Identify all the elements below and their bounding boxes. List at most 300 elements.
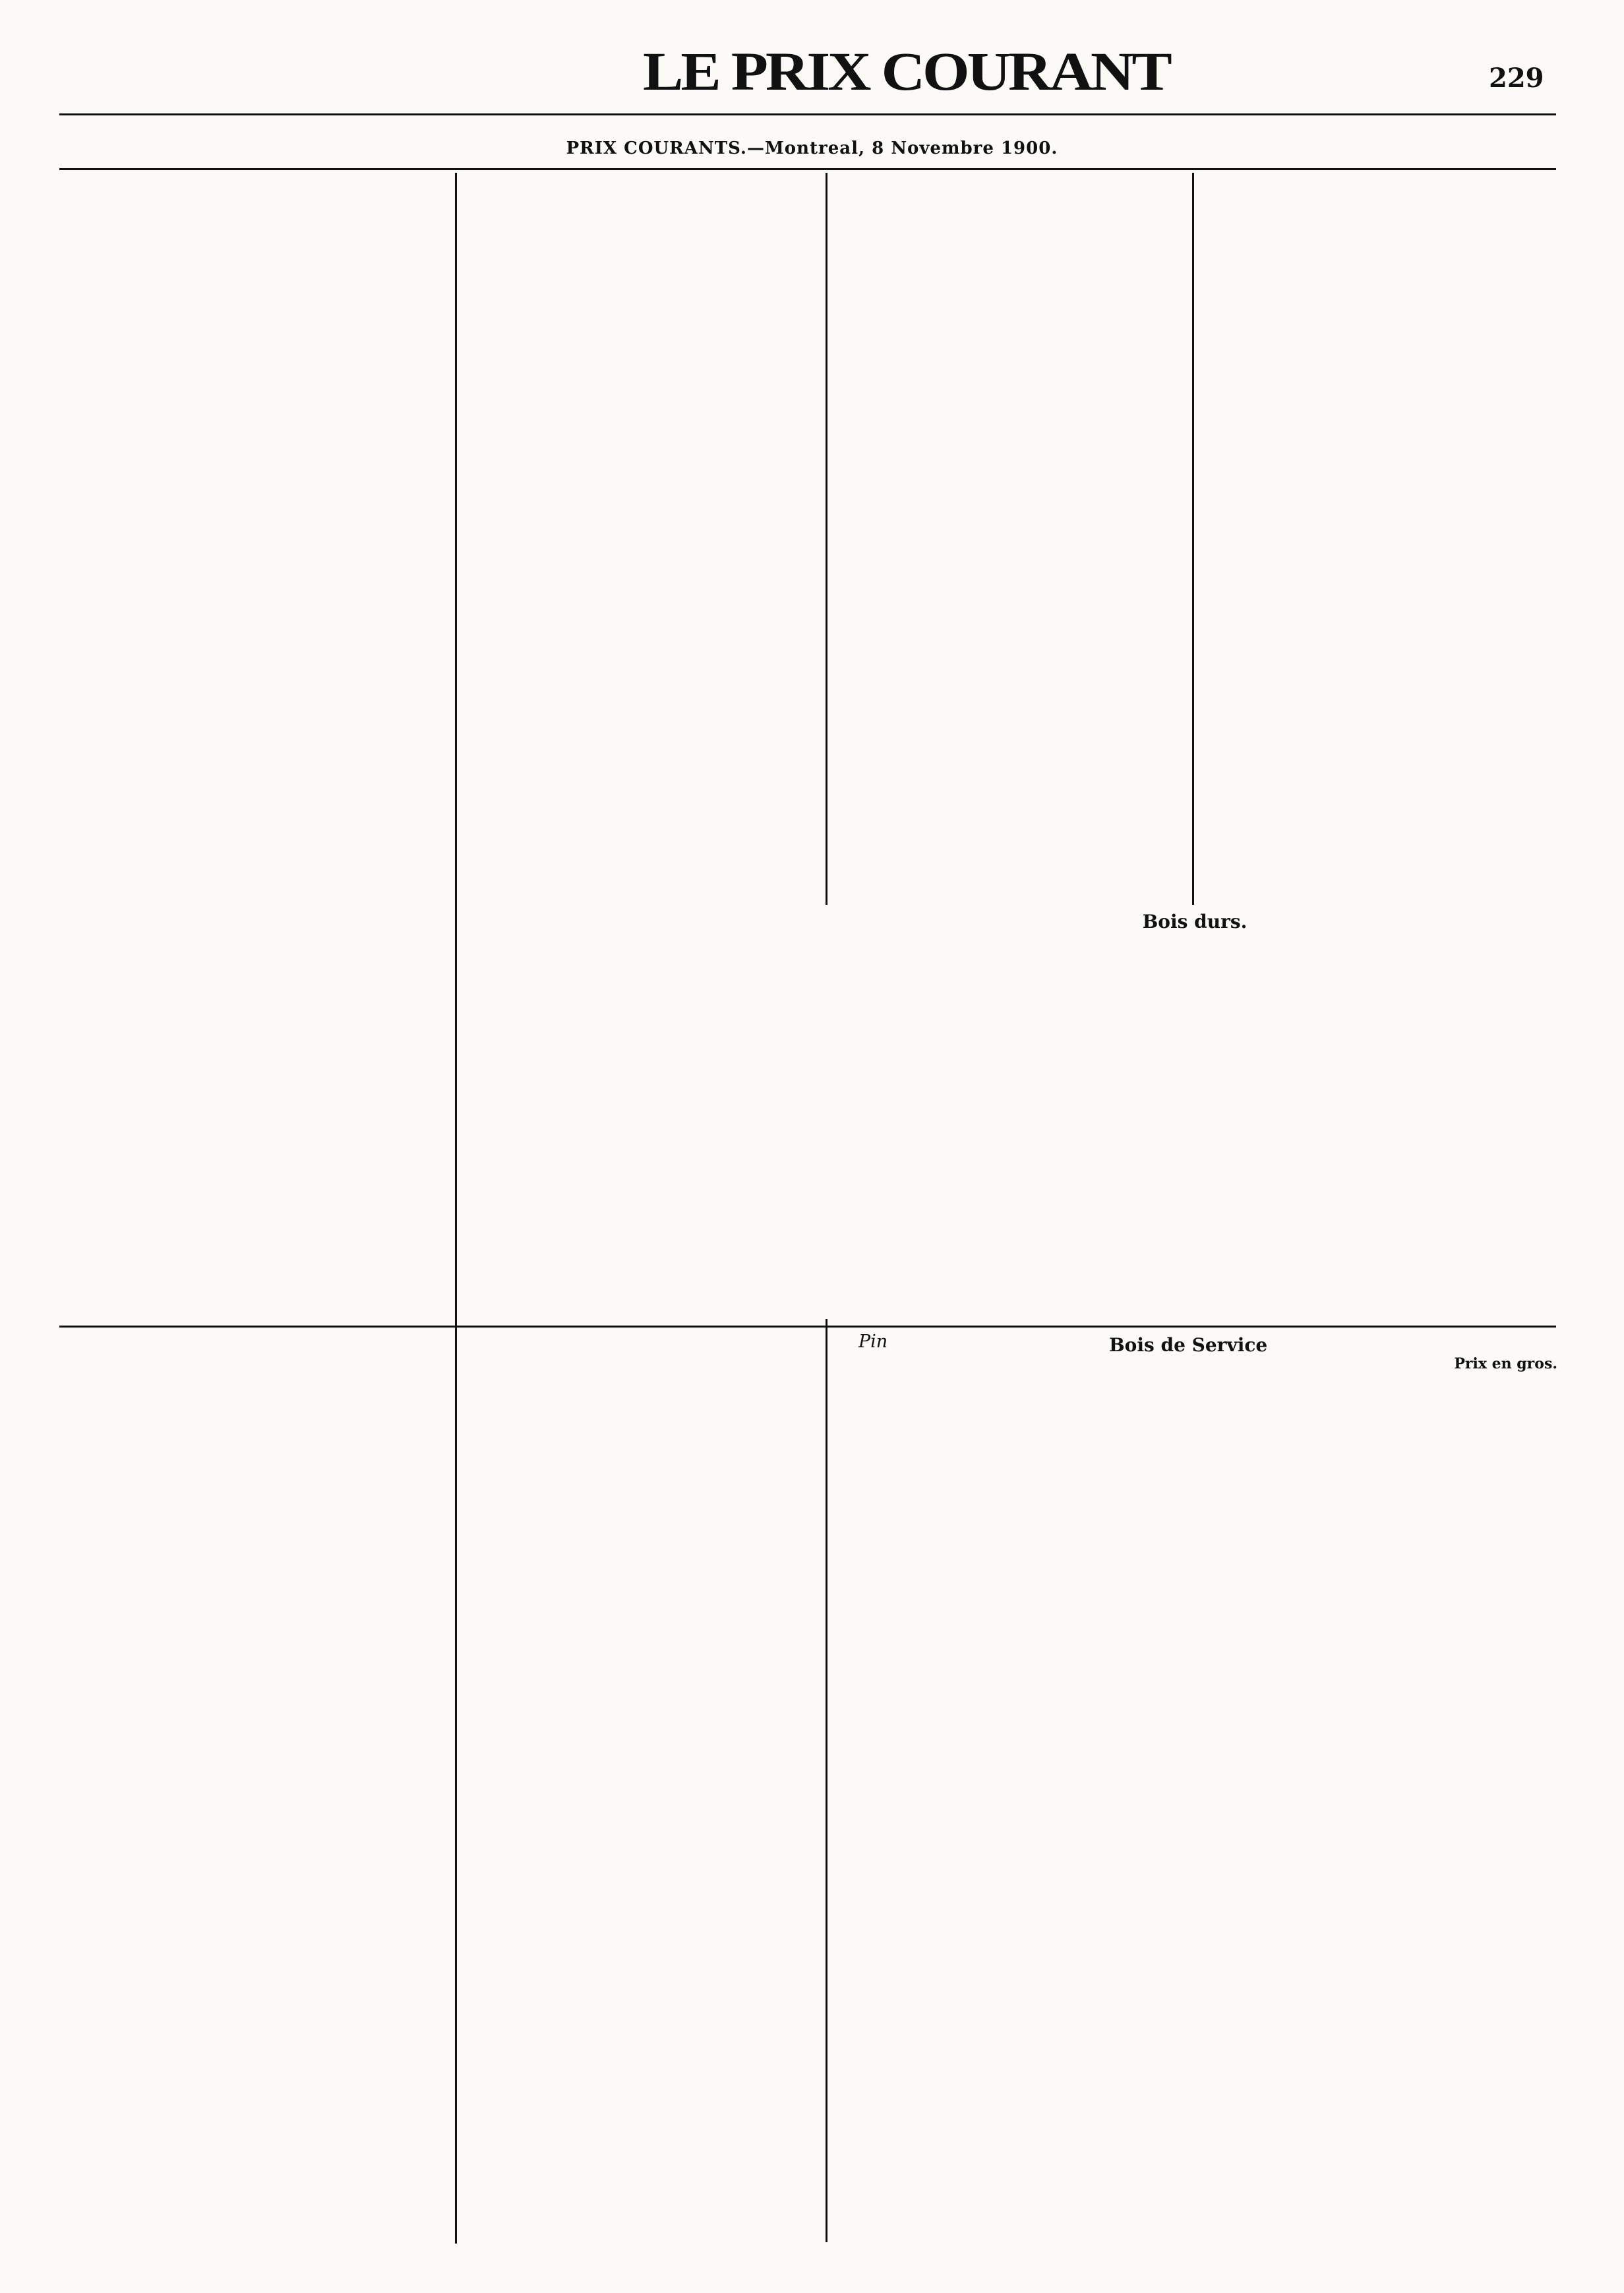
price-row: [61, 573, 443, 590]
category-heading: [832, 271, 1182, 295]
price-row: [61, 224, 443, 240]
price-row: [462, 706, 818, 722]
price-row: [61, 321, 443, 338]
price-row: [1199, 313, 1558, 330]
price-row: [61, 1699, 443, 1716]
price-row: [462, 1888, 818, 1905]
price-row: [832, 1421, 1557, 1437]
price-row: [832, 1127, 1557, 1144]
price-row: [462, 892, 818, 908]
price-row: [462, 363, 818, 379]
price-row: [61, 1077, 443, 1093]
price-row: [832, 601, 1182, 617]
price-row: [462, 632, 818, 648]
price-row: [61, 712, 443, 728]
price-row: [832, 1176, 1557, 1192]
price-row: [462, 493, 818, 509]
price-row: [61, 1319, 443, 1335]
price-row: [1199, 411, 1558, 427]
price-row: [832, 1679, 1557, 1696]
price-row: [61, 1060, 443, 1077]
price-row: [462, 615, 818, 632]
price-row: [832, 1014, 1557, 1030]
price-row: [61, 817, 443, 834]
price-row: [61, 191, 443, 208]
price-row: [61, 1287, 443, 1303]
price-row: [61, 1126, 443, 1142]
category-heading: [832, 489, 1182, 512]
price-row: [462, 1361, 818, 1377]
price-row: [832, 1095, 1557, 1111]
price-row: [462, 1920, 818, 1937]
price-row: [832, 1841, 1557, 1858]
page-number: 229: [1489, 63, 1544, 94]
category-heading: [832, 1567, 1557, 1591]
price-row: [462, 876, 818, 892]
price-row: [832, 1550, 1557, 1567]
price-row: [61, 2033, 443, 2049]
price-row: [61, 605, 443, 622]
price-row: [832, 965, 1557, 981]
price-row: [462, 1823, 818, 1840]
price-row: [61, 1530, 443, 1546]
price-row: [462, 1507, 818, 1523]
price-row: [832, 2034, 1557, 2051]
price-row: [462, 1807, 818, 1823]
price-row: [61, 1773, 443, 1789]
section-subheading: [61, 1740, 443, 1757]
price-row: [462, 1937, 818, 1953]
price-row: [832, 2100, 1557, 2116]
category-heading: [462, 852, 818, 876]
price-row: [462, 754, 818, 771]
price-row: [832, 1978, 1557, 1995]
price-row: [462, 1589, 818, 1605]
column-materiaux: [1199, 191, 1558, 841]
category-heading: [462, 1046, 818, 1070]
price-row: [61, 1384, 443, 1400]
price-row: [462, 1791, 818, 1808]
price-row: [1199, 792, 1558, 809]
price-row: [832, 1192, 1557, 1209]
price-row: [462, 1686, 818, 1703]
price-row: [462, 1605, 818, 1622]
price-row: [1199, 475, 1558, 492]
price-row: [462, 981, 818, 998]
bois-durs-title: Bois durs.: [1142, 911, 1248, 932]
price-row: [832, 239, 1182, 255]
price-row: [832, 1469, 1557, 1486]
section-subheading: [1199, 726, 1558, 743]
price-row: [61, 1497, 443, 1513]
price-row: [61, 2000, 443, 2017]
price-row: [61, 638, 443, 655]
price-row: [61, 1465, 443, 1481]
price-row: [462, 1840, 818, 1856]
section-subheading: [462, 908, 818, 925]
section-subheading: [61, 459, 443, 476]
category-heading: [462, 411, 818, 435]
price-row: [832, 367, 1182, 384]
price-row: [462, 998, 818, 1014]
price-row: [462, 256, 818, 272]
price-row: [61, 834, 443, 850]
price-row: [832, 1405, 1557, 1421]
price-row: [61, 289, 443, 305]
price-row: [462, 1240, 818, 1256]
price-row: [61, 1667, 443, 1684]
price-row: [832, 528, 1182, 545]
price-row: [832, 561, 1182, 577]
price-row: [1199, 743, 1558, 760]
price-row: [61, 337, 443, 353]
column-coal-leather: [61, 191, 443, 2065]
price-row: [462, 1184, 818, 1200]
price-row: [832, 1248, 1557, 1265]
price-row: [462, 1465, 818, 1482]
price-row: [61, 849, 443, 866]
price-row: [61, 996, 443, 1012]
rule-top: [59, 113, 1556, 115]
price-row: [61, 240, 443, 257]
price-row: [61, 727, 443, 744]
price-row: [832, 2067, 1557, 2084]
price-row: [832, 1046, 1557, 1062]
price-row: [832, 311, 1182, 328]
section-heading: [61, 1944, 443, 1968]
category-heading: [832, 633, 1182, 657]
price-row: [462, 803, 818, 820]
price-row: [1199, 694, 1558, 710]
price-row: [61, 1595, 443, 1611]
price-row: [832, 949, 1557, 965]
column-rule-2b: [826, 1319, 827, 2242]
masthead-logo: LE PRIX COURANT: [643, 41, 1170, 102]
section-heading: [832, 191, 1182, 215]
price-row: [832, 1591, 1557, 1607]
price-row: [832, 1963, 1557, 1979]
price-row: [462, 541, 818, 558]
spacer: [462, 606, 818, 615]
price-row: [462, 1719, 818, 1735]
price-row: [462, 1118, 818, 1135]
price-row: [832, 1639, 1557, 1656]
price-row: [832, 1623, 1557, 1639]
bois-service-title: Bois de Service: [1109, 1334, 1268, 1356]
price-row: [462, 1135, 818, 1151]
price-row: [61, 2049, 443, 2065]
category-heading: [61, 776, 443, 800]
price-row: [61, 622, 443, 638]
section-subheading: [1199, 215, 1558, 232]
price-row: [832, 1760, 1557, 1777]
price-row: [462, 1654, 818, 1670]
price-row: [832, 1825, 1557, 1841]
price-row: [462, 1256, 818, 1272]
price-row: [462, 836, 818, 852]
price-row: [462, 722, 818, 739]
price-row: [1199, 645, 1558, 661]
price-row: [61, 541, 443, 557]
price-row: [832, 1437, 1557, 1453]
price-row: [832, 2116, 1557, 2132]
price-row: [61, 1968, 443, 1984]
price-row: [462, 272, 818, 289]
price-row: [61, 963, 443, 980]
category-heading: [832, 1208, 1557, 1232]
price-row: [1199, 459, 1558, 475]
price-row: [462, 1856, 818, 1872]
price-row: [462, 819, 818, 836]
price-row: [832, 1388, 1557, 1405]
price-row: [832, 1606, 1557, 1623]
price-row: [61, 353, 443, 370]
price-row: [462, 1167, 818, 1184]
price-row: [1199, 540, 1558, 557]
section-heading: [1199, 191, 1558, 215]
price-row: [462, 558, 818, 574]
price-row: [832, 1914, 1557, 1930]
price-row: [832, 1111, 1557, 1128]
price-row: [462, 738, 818, 754]
category-heading: [61, 1627, 443, 1651]
price-row: [832, 997, 1557, 1014]
price-row: [832, 1874, 1557, 1890]
price-row: [462, 1151, 818, 1167]
price-row: [462, 1702, 818, 1719]
price-row: [832, 706, 1182, 722]
price-row: [832, 1144, 1557, 1160]
price-row: [832, 1930, 1557, 1946]
category-heading: [61, 654, 443, 678]
price-row: [462, 1030, 818, 1047]
sub-heading: [832, 932, 1557, 949]
spacer: [61, 1935, 443, 1944]
pin-label: Pin: [858, 1331, 888, 1352]
price-row: [1199, 824, 1558, 841]
category-heading: [462, 1767, 818, 1791]
price-row: [462, 1417, 818, 1433]
price-row: [1199, 443, 1558, 460]
spacer: [462, 648, 818, 657]
category-heading: [462, 1377, 818, 1401]
spacer: [462, 451, 818, 460]
price-row: [1199, 613, 1558, 629]
price-row: [462, 460, 818, 477]
price-row: [1199, 760, 1558, 776]
column-metaux: [832, 191, 1182, 721]
price-row: [1199, 557, 1558, 573]
price-row: [61, 1351, 443, 1368]
price-row: [61, 915, 443, 931]
section-subheading: [61, 678, 443, 695]
price-row: [462, 1450, 818, 1466]
column-rule-1: [455, 173, 457, 2244]
price-row: [1199, 524, 1558, 541]
price-row: [462, 1086, 818, 1103]
price-row: [832, 1535, 1557, 1551]
price-row: [61, 1757, 443, 1773]
price-row: [832, 545, 1182, 561]
price-row: [61, 1546, 443, 1562]
price-row: [462, 1953, 818, 1970]
price-row: [61, 1837, 443, 1854]
price-row: [61, 1246, 443, 1263]
category-heading: [832, 432, 1182, 456]
column-iron-metals: [462, 191, 818, 1969]
price-row: [61, 1045, 443, 1061]
category-heading: [462, 1321, 818, 1345]
price-row: [1199, 492, 1558, 508]
price-row: [1199, 394, 1558, 411]
price-row: [462, 690, 818, 706]
price-row: [832, 1777, 1557, 1793]
price-row: [61, 1230, 443, 1246]
category-heading: [61, 435, 443, 459]
price-row: [832, 255, 1182, 272]
price-row: [832, 1858, 1557, 1874]
rule-under-dateline: [59, 168, 1556, 170]
price-row: [61, 1190, 443, 1207]
price-row: [462, 673, 818, 690]
price-row: [61, 1611, 443, 1628]
price-row: [61, 1903, 443, 1919]
price-row: [462, 330, 818, 346]
price-row: [1199, 661, 1558, 678]
price-row: [462, 1070, 818, 1086]
price-row: [462, 574, 818, 590]
price-row: [462, 525, 818, 541]
price-row: [832, 1372, 1557, 1389]
price-row: [462, 949, 818, 965]
price-row: [1199, 710, 1558, 727]
category-heading: [832, 2132, 1557, 2156]
category-heading: [832, 1655, 1557, 1679]
price-row: [1199, 232, 1558, 249]
price-row: [832, 1744, 1557, 1760]
price-row: [61, 1513, 443, 1530]
price-row: [61, 760, 443, 777]
price-row: [61, 1449, 443, 1465]
price-row: [462, 1401, 818, 1417]
price-row: [61, 1683, 443, 1699]
price-row: [1199, 427, 1558, 443]
price-row: [61, 1789, 443, 1806]
note-text: [61, 386, 443, 402]
price-row: [61, 256, 443, 272]
price-row: [832, 689, 1182, 706]
price-row: [462, 1533, 818, 1549]
price-row: [832, 2188, 1557, 2205]
dateline: PRIX COURANTS.—Montreal, 8 Novembre 1900.: [566, 138, 1058, 158]
category-heading: [61, 1716, 443, 1740]
category-heading: [61, 1206, 443, 1230]
price-row: [462, 1272, 818, 1289]
price-row: [61, 1854, 443, 1870]
price-row: [832, 384, 1182, 400]
price-row: [61, 931, 443, 947]
price-row: [462, 395, 818, 412]
price-row: [462, 1482, 818, 1498]
category-heading: [832, 1890, 1557, 1914]
price-row: [61, 1870, 443, 1887]
section-bois-durs: [832, 909, 1557, 1330]
price-row: [462, 477, 818, 493]
price-row: [462, 1103, 818, 1119]
price-row: [832, 512, 1182, 529]
price-row: [61, 1651, 443, 1667]
section-heading: [462, 191, 818, 215]
price-row: [462, 1304, 818, 1321]
section-heading: [61, 412, 443, 435]
category-heading: [462, 232, 818, 256]
price-row: [61, 979, 443, 996]
price-row: [1199, 346, 1558, 362]
price-row: [1199, 677, 1558, 694]
price-row: [61, 1821, 443, 1838]
section-subheading: [61, 800, 443, 817]
price-row: [832, 1453, 1557, 1470]
price-row: [61, 557, 443, 574]
price-row: [832, 657, 1182, 673]
price-row: [1199, 330, 1558, 346]
price-row: [462, 314, 818, 330]
price-row: [832, 1946, 1557, 1963]
price-row: [61, 1142, 443, 1158]
price-row: [1199, 362, 1558, 379]
price-row: [832, 1297, 1557, 1313]
price-row: [61, 272, 443, 289]
price-row: [462, 288, 818, 305]
price-row: [832, 2051, 1557, 2067]
category-heading: [462, 1200, 818, 1223]
price-row: [832, 295, 1182, 311]
price-row: [832, 1062, 1557, 1079]
price-row: [61, 2017, 443, 2033]
price-row: [61, 1093, 443, 1109]
price-row: [61, 1109, 443, 1126]
column-rule-2: [826, 173, 827, 905]
price-row: [1199, 809, 1558, 825]
price-row: [61, 1012, 443, 1028]
price-row: [832, 1518, 1557, 1535]
price-row: [61, 1481, 443, 1498]
category-heading: [832, 2011, 1557, 2034]
price-row: [832, 2156, 1557, 2172]
price-row: [1199, 629, 1558, 646]
price-row: [832, 617, 1182, 634]
price-row: [832, 1486, 1557, 1502]
price-row: [61, 1335, 443, 1351]
price-row: [61, 744, 443, 760]
price-row: [832, 2083, 1557, 2100]
category-heading: [462, 925, 818, 949]
price-row: [61, 1562, 443, 1579]
price-row: [61, 590, 443, 606]
price-row: [832, 456, 1182, 472]
category-heading: [832, 577, 1182, 601]
price-row: [462, 435, 818, 451]
price-row: [832, 1313, 1557, 1330]
price-row: [61, 947, 443, 963]
price-row: [1199, 249, 1558, 265]
price-row: [832, 1696, 1557, 1712]
price-row: [61, 208, 443, 224]
category-heading: [61, 1263, 443, 1287]
price-row: [61, 882, 443, 899]
price-row: [462, 1014, 818, 1030]
price-row: [61, 898, 443, 915]
